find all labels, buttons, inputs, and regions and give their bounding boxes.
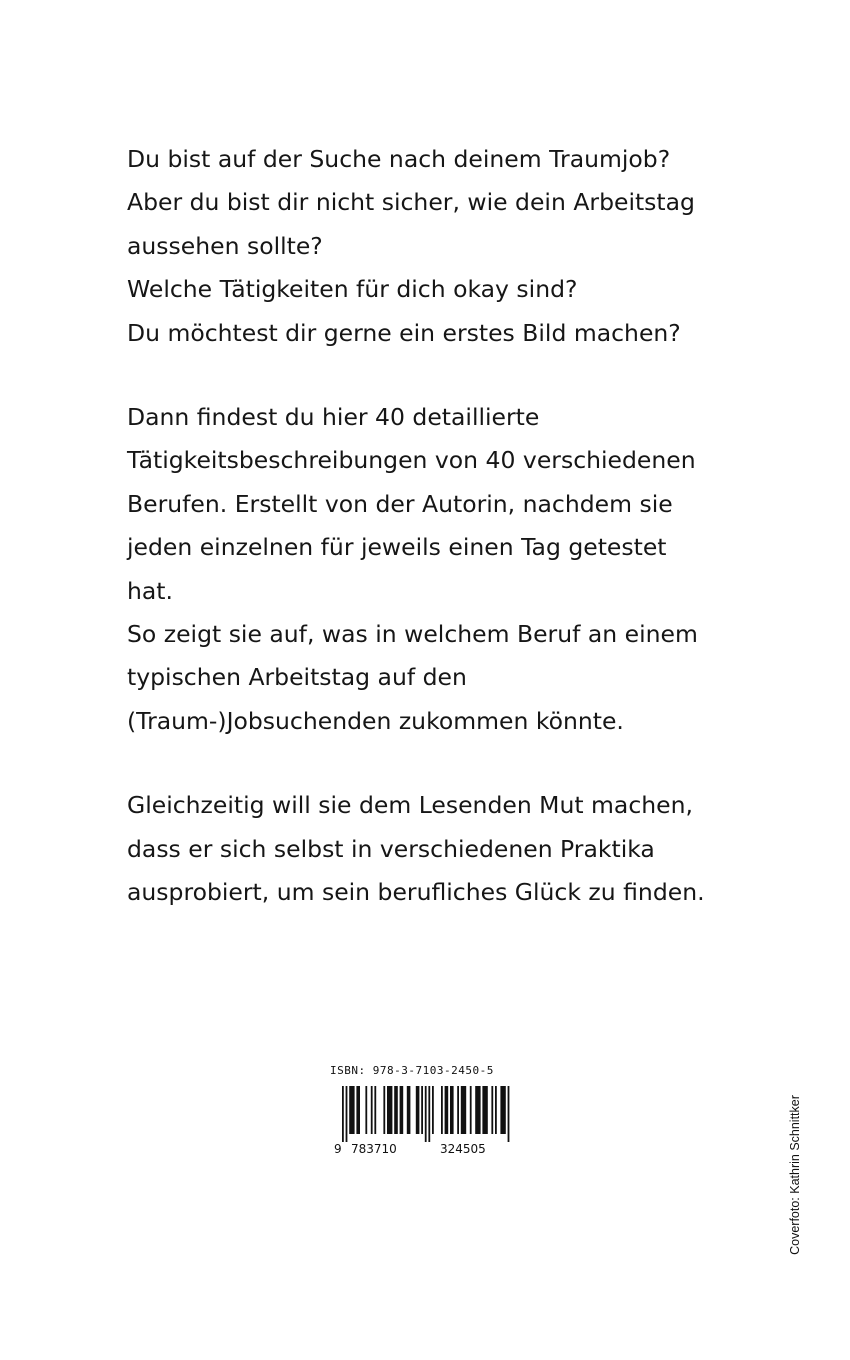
barcode-bar [470, 1086, 472, 1134]
blurb-line: Du bist auf der Suche nach deinem Traumjob? [127, 145, 671, 173]
barcode-bars [330, 1086, 510, 1146]
barcode-lead-digit: 9 [334, 1142, 342, 1156]
blurb-line: So zeigt sie auf, was in welchem Beruf an einem [127, 620, 698, 649]
barcode-right-digits: 324505 [440, 1142, 486, 1156]
cover-photo-credit: Coverfoto: Kathrin Schnittker [788, 1095, 802, 1255]
barcode-bar [491, 1086, 493, 1134]
blurb-paragraph-1 [127, 138, 777, 355]
barcode-bar [445, 1086, 449, 1134]
blurb-line: typischen Arbeitstag auf den [127, 663, 467, 692]
blurb-line: ausprobiert, um sein berufliches Glück zu finden. [127, 878, 705, 907]
barcode-bar [441, 1086, 443, 1134]
barcode-bar [416, 1086, 420, 1134]
blurb-line: Welche Tätigkeiten für dich okay sind? [127, 275, 578, 304]
barcode-bar [356, 1086, 360, 1134]
barcode-bar [394, 1086, 398, 1134]
blurb-paragraph-3 [127, 784, 777, 914]
barcode-guard-bar [428, 1086, 430, 1142]
barcode-guard-bar [346, 1086, 348, 1142]
blurb-line: Berufen. Erstellt von der Autorin, nachdem sie [127, 489, 673, 518]
blurb-line: Gleichzeitig will sie dem Lesenden Mut machen, [127, 791, 693, 820]
barcode-bar [371, 1086, 373, 1134]
barcode-guard-bar [425, 1086, 427, 1142]
barcode-bar [461, 1086, 466, 1134]
isbn-label: ISBN: 978-3-7103-2450-5 [330, 1064, 494, 1077]
barcode-bar [495, 1086, 497, 1134]
blurb-line: Aber du bist dir nicht sicher, wie dein Arbeitstag [127, 188, 695, 217]
barcode-bar [374, 1086, 376, 1134]
blurb-line: hat. [127, 576, 173, 605]
blurb-line: Du möchtest dir gerne ein erstes Bild machen? [127, 318, 681, 347]
barcode-bar [383, 1086, 385, 1134]
barcode-bar [349, 1086, 354, 1134]
isbn-barcode [330, 1064, 520, 1174]
barcode-bar [387, 1086, 392, 1134]
barcode-bar [400, 1086, 404, 1134]
barcode-bar [407, 1086, 411, 1134]
barcode-bar [421, 1086, 423, 1134]
barcode-bar [365, 1086, 367, 1134]
barcode-bar [475, 1086, 480, 1134]
blurb-line: (Traum-)Jobsuchenden zukommen könnte. [127, 706, 624, 735]
back-cover-blurb [127, 138, 777, 956]
barcode-bar [457, 1086, 459, 1134]
blurb-line: Tätigkeitsbeschreibungen von 40 verschiedenen [127, 446, 696, 475]
blurb-paragraph-2 [127, 396, 777, 743]
barcode-bar [482, 1086, 487, 1134]
barcode-bar [450, 1086, 454, 1134]
blurb-line: jeden einzelnen für jeweils einen Tag getestet [127, 533, 667, 562]
blurb-line: aussehen sollte? [127, 231, 323, 260]
blurb-line: dass er sich selbst in verschiedenen Praktika [127, 834, 655, 863]
barcode-bar [500, 1086, 505, 1134]
barcode-guard-bar [342, 1086, 344, 1142]
barcode-guard-bar [508, 1086, 510, 1142]
barcode-bar [432, 1086, 434, 1134]
barcode-left-digits: 783710 [351, 1142, 397, 1156]
blurb-line: Dann findest du hier 40 detaillierte [127, 403, 540, 432]
